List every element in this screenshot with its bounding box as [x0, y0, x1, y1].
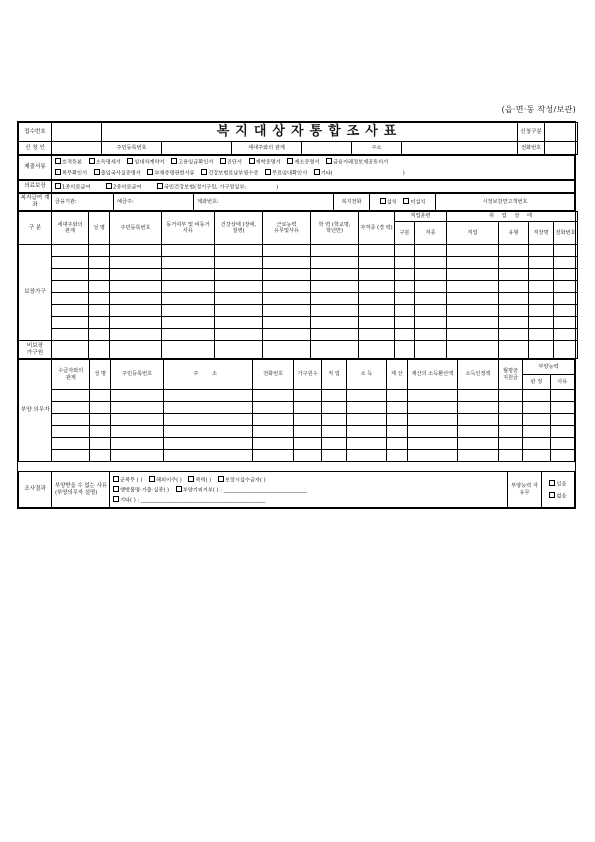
receipt-no-field[interactable] [52, 123, 102, 142]
medical-options [52, 181, 575, 193]
nonprotected-member-label: 비보장 가구원 [19, 341, 52, 359]
account-field[interactable]: 계좌번호: [194, 194, 334, 211]
missing-option[interactable]: 행방불명·가출·실종( ) [113, 486, 169, 494]
members-edu-header: 학 력 (학교명, 학년반) [311, 212, 359, 245]
members-cert-header: 자격증 (경 력) [359, 212, 395, 245]
doc-check-item[interactable]: 부채증명관련서류 [147, 169, 194, 177]
capacity-no-option[interactable]: 없음 [543, 492, 573, 500]
employment-type-header: 유형 [499, 222, 529, 245]
checkbox-icon [127, 158, 133, 164]
doc-check-item[interactable]: 출입국사실증명서 [94, 169, 141, 177]
checkbox-icon [403, 198, 409, 204]
obligor-recognized-header: 소득인정액 [458, 360, 499, 390]
checkbox-icon [220, 158, 226, 164]
checkbox-icon [94, 169, 100, 175]
obligor-hh-header: 가구원수 [293, 360, 321, 390]
obligor-judge-header: 판 정 [523, 375, 550, 390]
checkbox-icon [113, 496, 119, 502]
request-type-field[interactable] [545, 123, 578, 142]
protected-household-label: 보장가구 [19, 245, 52, 341]
card-number-label: 시정보감면고객번호 [436, 194, 575, 211]
doc-check-item[interactable]: 금융거래정보제공동의서 [326, 158, 388, 166]
receipt-no-label: 접수번호 [19, 123, 52, 142]
members-relation-header: 세대주와의 관계 [52, 212, 89, 245]
checkbox-icon [149, 476, 155, 482]
phone-field[interactable] [545, 142, 578, 155]
checkbox-icon [171, 158, 177, 164]
checkbox-icon [549, 480, 555, 486]
members-training-header: 직업훈련 [395, 212, 447, 222]
form-title: 복지대상자통합조사표 [102, 123, 518, 142]
checkbox-icon [176, 486, 182, 492]
checkbox-icon [55, 169, 61, 175]
military-option[interactable]: 군복무 ( ) [113, 476, 142, 484]
doc-check-item-other[interactable]: 기타( ) [314, 169, 405, 177]
checkbox-icon [380, 198, 386, 204]
checkbox-icon [265, 169, 271, 175]
obligor-support-header: 월평균 지원금 [498, 360, 522, 390]
members-work-header: 근로능력 유무및사유 [263, 212, 311, 245]
employment-place-header: 직장명 [529, 222, 554, 245]
header-table [18, 122, 578, 155]
members-gubun-header: 구 분 [19, 212, 52, 245]
other-option[interactable]: 기타( ) : ________________________________________________ [113, 496, 265, 504]
refusal-option[interactable]: 부양기피거부( ) : ________________________________ [176, 486, 307, 494]
medical-label: 의료보장 [19, 181, 52, 193]
obligor-income-header: 소 득 [346, 360, 387, 390]
checkbox-icon [249, 158, 255, 164]
capacity-yes-option[interactable]: 있음 [543, 480, 573, 488]
checkbox-icon [218, 476, 224, 482]
obligor-capacity-header: 부양능력 [523, 360, 575, 375]
obligor-rrn-header: 주민등록번호 [111, 360, 164, 390]
applicant-field[interactable] [52, 142, 102, 155]
doc-check-item[interactable]: 소득명세서 [89, 158, 121, 166]
holder-field[interactable]: 예금주: [114, 194, 194, 211]
obligor-assets-total-header: 재산의 소득환산액 [407, 360, 458, 390]
obligor-job-header: 직 업 [322, 360, 346, 390]
checkbox-icon [188, 476, 194, 482]
medical-table [18, 180, 575, 193]
bank-field[interactable]: 금융기관: [52, 194, 114, 211]
doc-check-item[interactable]: 무료임대확인서 [265, 169, 307, 177]
phone-not-installed-option[interactable]: 미설치 [403, 198, 425, 206]
obligor-name-header: 성 명 [90, 360, 111, 390]
medical-option-2[interactable]: 2종의료급여 [106, 183, 141, 191]
checkbox-icon [549, 492, 555, 498]
prison-option[interactable]: 복역( ) [188, 476, 211, 484]
employment-phone-header: 전화번호 [554, 222, 578, 245]
obligor-assets-header: 재 산 [387, 360, 407, 390]
obligor-reason-header: 사유 [550, 375, 574, 390]
doc-check-item[interactable]: 진단서 [220, 158, 242, 166]
doc-check-item[interactable]: 고용임금확인서 [171, 158, 213, 166]
facility-option[interactable]: 보장시설수급자( ) [218, 476, 266, 484]
training-kind-header: 직종 [415, 222, 447, 245]
training-type-header: 구분 [395, 222, 415, 245]
obligor-relation-header: 수급자와의 관계 [52, 360, 90, 390]
welfare-phone-label: 복지전화 [334, 194, 370, 211]
checkbox-icon [326, 158, 332, 164]
obligors-table [18, 359, 575, 462]
medical-option-3[interactable]: 국민건강보험(경기구원, 가구원일부: ) [157, 183, 278, 191]
checkbox-icon [157, 183, 163, 189]
members-name-header: 성 명 [89, 212, 110, 245]
checkbox-icon [201, 169, 207, 175]
checkbox-icon [314, 169, 320, 175]
members-health-header: 건강상태 (장애,질병) [215, 212, 263, 245]
checkbox-icon [89, 158, 95, 164]
checkbox-icon [147, 169, 153, 175]
members-cohabit-header: 동거여부 및 비동거 사유 [162, 212, 215, 245]
doc-check-item[interactable]: 임대차계약서 [127, 158, 164, 166]
phone-label: 전화번호 [518, 142, 545, 155]
address-label: 주소 [352, 142, 402, 155]
cannot-support-reason-label: 부양받을 수 없는 사유 (부양의무자 설명) [52, 472, 110, 508]
checkbox-icon [106, 183, 112, 189]
obligor-address-header: 주 소 [164, 360, 253, 390]
checkbox-icon [113, 476, 119, 482]
welfare-account-table [18, 193, 575, 211]
doc-check-item[interactable]: 재소증명서 [287, 158, 319, 166]
documents-checklist [52, 156, 575, 180]
doc-check-item[interactable]: 재학증명서 [249, 158, 281, 166]
doc-check-item[interactable]: 호적등본 [55, 158, 82, 166]
applicant-label: 신 청 인 [19, 142, 52, 155]
rrn-field[interactable] [162, 142, 232, 155]
emigration-option[interactable]: 해외이주( ) [149, 476, 182, 484]
checkbox-icon [55, 183, 61, 189]
rrn-label: 주민등록번호 [102, 142, 162, 155]
employment-job-header: 직업 [447, 222, 499, 245]
welfare-account-label: 복지급여 계 좌 [19, 194, 52, 211]
result-table [18, 471, 575, 508]
members-table [18, 211, 578, 359]
documents-label: 제출서류 [19, 156, 52, 180]
members-rrn-header: 주민등록번호 [110, 212, 162, 245]
obligor-phone-header: 전화번호 [253, 360, 294, 390]
checkbox-icon [287, 158, 293, 164]
support-capacity-options [542, 472, 575, 508]
request-type-label: 신청구분 [518, 123, 545, 142]
welfare-phone-options [370, 194, 436, 211]
address-field[interactable] [402, 142, 518, 155]
relation-field[interactable] [302, 142, 352, 155]
support-capacity-label: 부양능력 자 유무 [508, 472, 542, 508]
doc-check-item[interactable]: 건강보험료납부영수증 [201, 169, 258, 177]
section-gap [18, 462, 575, 471]
documents-table [18, 155, 575, 180]
checkbox-icon [113, 486, 119, 492]
result-label: 조사결과 [19, 472, 52, 508]
phone-installed-option[interactable]: 설치 [380, 198, 397, 206]
medical-option-1[interactable]: 1종의료급여 [55, 183, 90, 191]
relation-label: 세대주와의 관계 [232, 142, 302, 155]
form-note: (읍·면·동 작성/보관) [501, 105, 576, 114]
result-options [110, 472, 508, 508]
checkbox-icon [55, 158, 61, 164]
doc-check-item[interactable]: 복무확인서 [55, 169, 87, 177]
members-employment-header: 취 업 상 태 [447, 212, 578, 222]
obligors-label: 부양 의무자 [19, 360, 52, 462]
welfare-survey-form [17, 121, 576, 509]
